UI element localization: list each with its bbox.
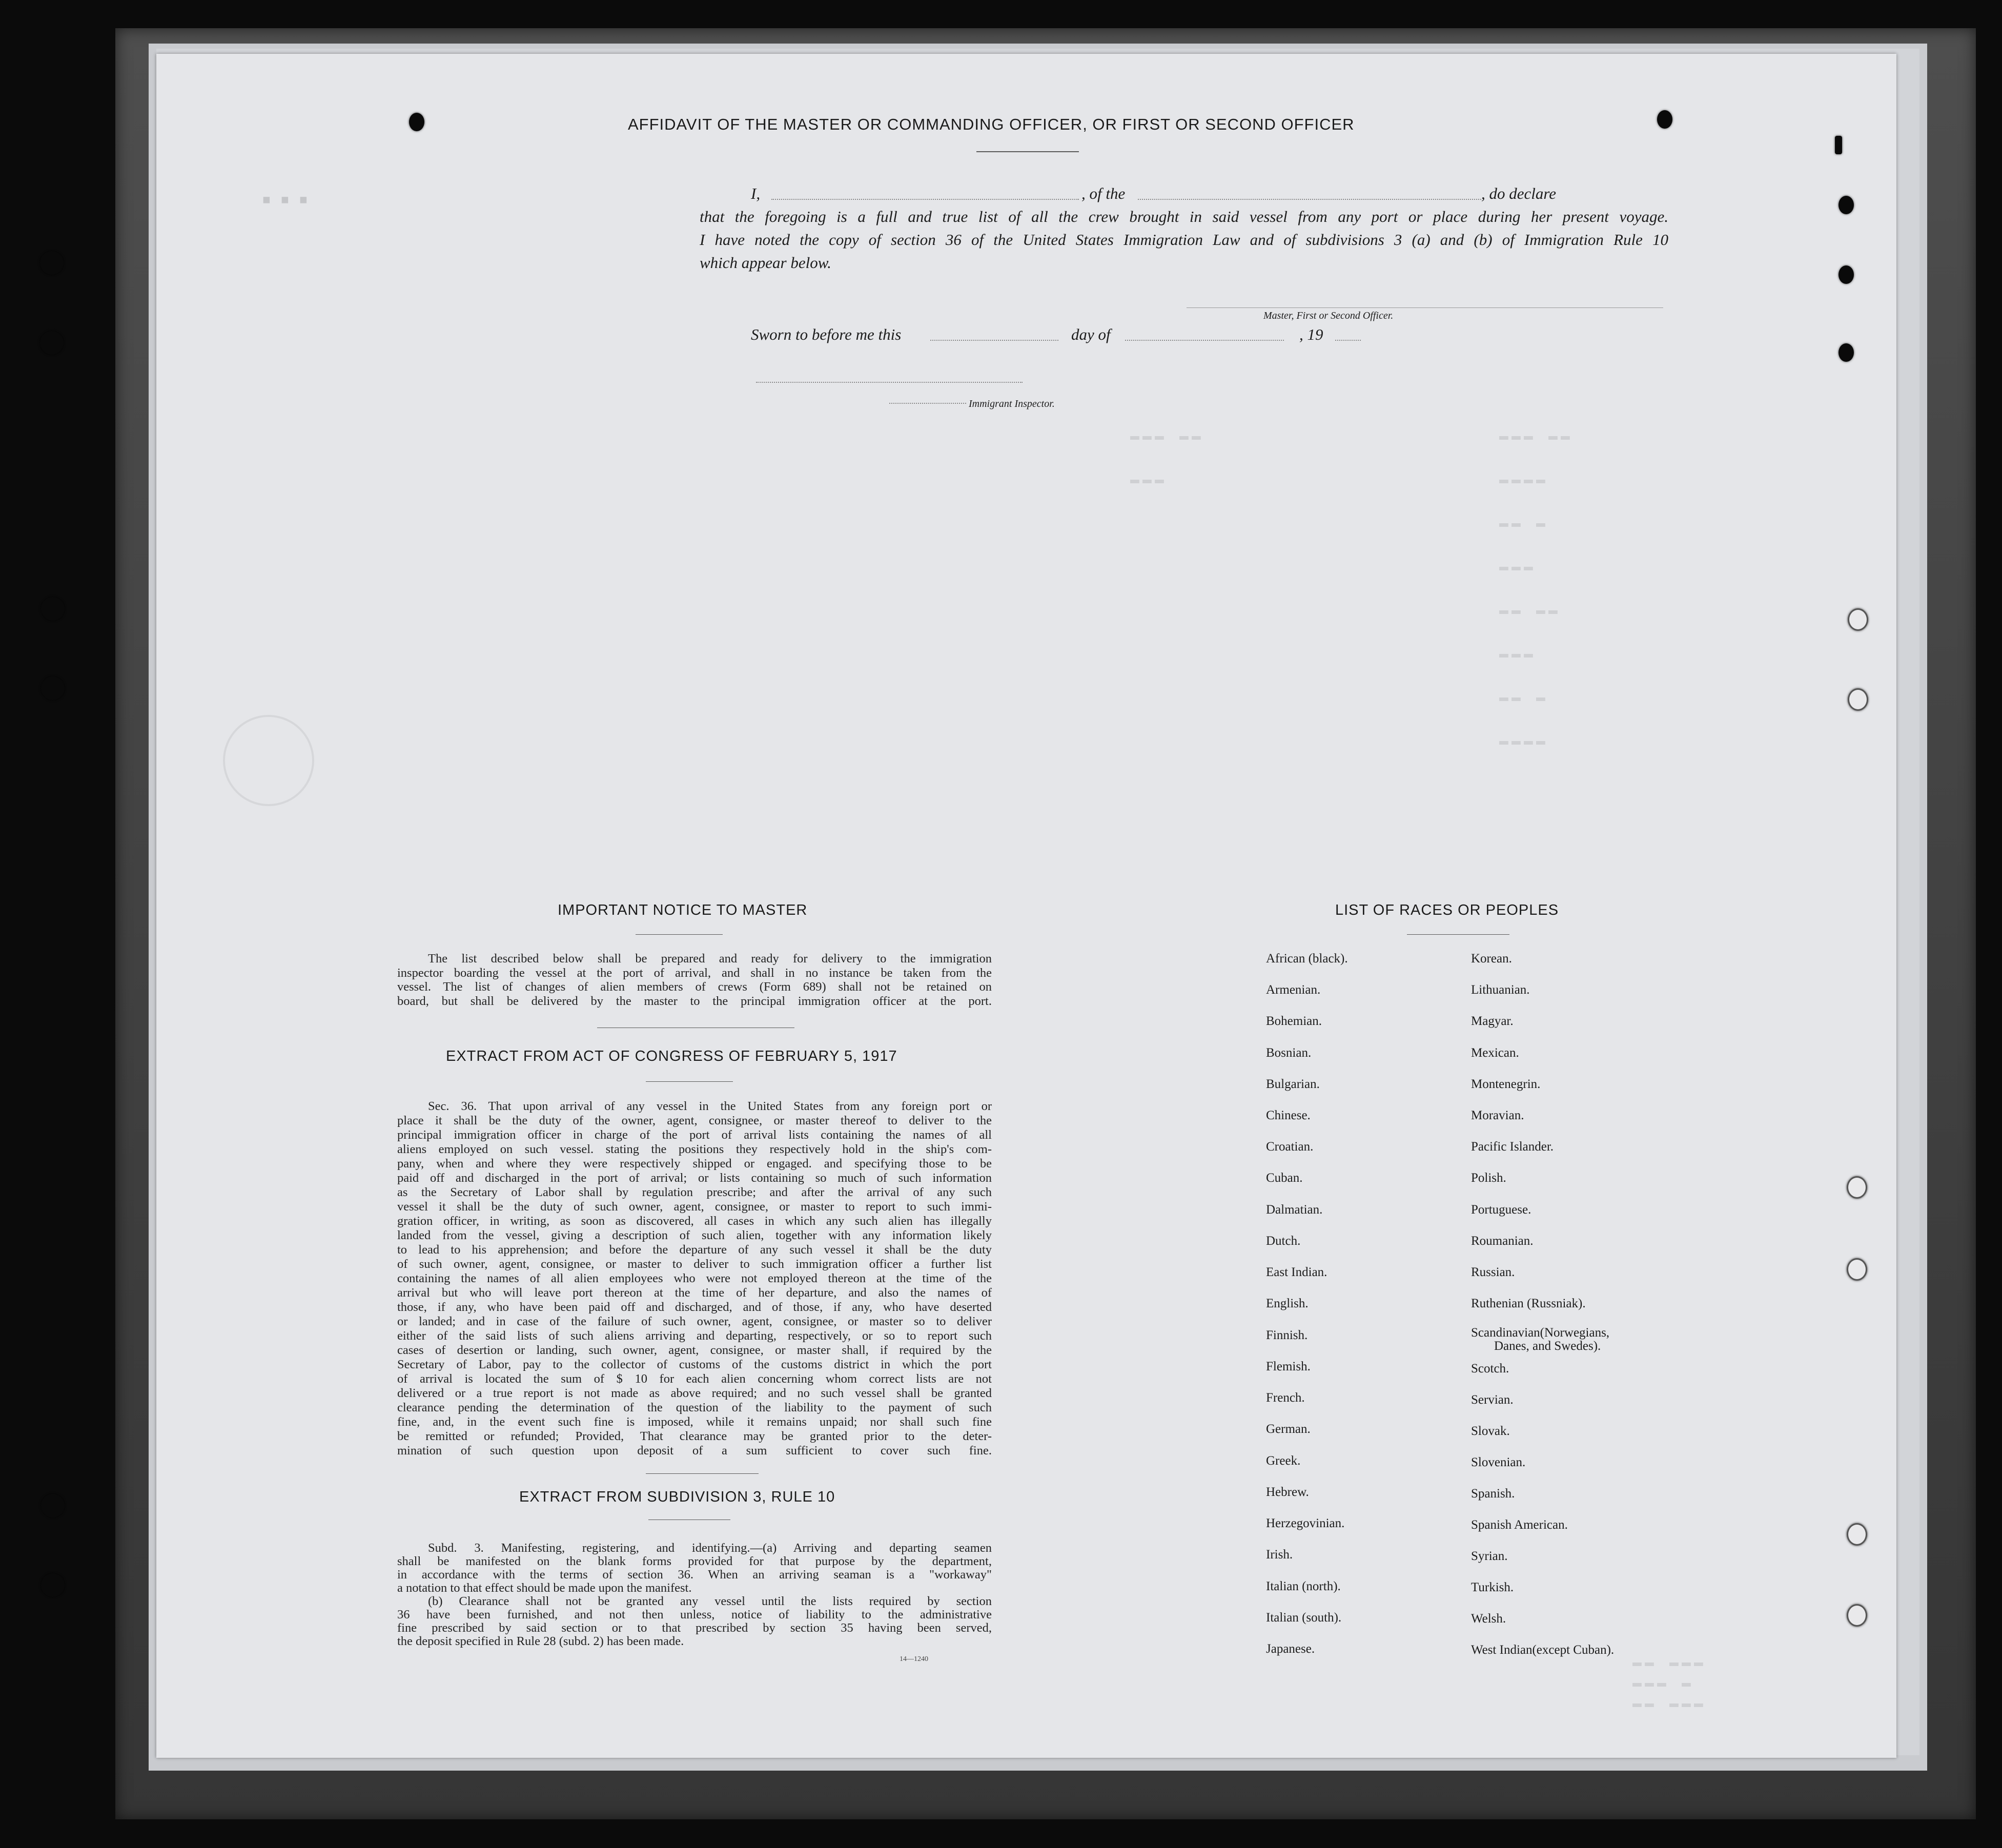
act-line: place it shall be the duty of the owner, agent, consignee, or master thereof to deliver to the <box>397 1114 992 1127</box>
act-line: as the Secretary of Labor shall by regulation prescribe; and after the arrival of any such <box>397 1185 992 1199</box>
race-item: Chinese. <box>1266 1108 1311 1122</box>
act-line: pany, when and where they were respectively shipped or engaged. and specifying those to be <box>397 1157 992 1171</box>
race-item: African (black). <box>1266 952 1348 966</box>
act-line: landed from the vessel, giving a description of such alien, together with any information likely <box>397 1228 992 1242</box>
act-line: paid off and discharged in the port of arrival; or lists containing so much of such information <box>397 1171 992 1185</box>
act-underline <box>646 1081 733 1082</box>
race-item: Cuban. <box>1266 1171 1303 1185</box>
notice-body <box>397 952 992 1008</box>
affidavit-of-the: , of the <box>1081 184 1126 202</box>
race-item: Japanese. <box>1266 1642 1315 1656</box>
act-line: delivered or a true report is not made as above required; and no such vessel shall be granted <box>397 1386 992 1400</box>
month-field[interactable] <box>1125 340 1284 341</box>
inspector-signature-line[interactable] <box>756 382 1023 383</box>
race-item: Ruthenian (Russniak). <box>1471 1297 1586 1310</box>
punch-hole <box>1835 136 1842 154</box>
affidavit-i: I, <box>751 184 761 202</box>
form-number: 14—1240 <box>900 1655 928 1663</box>
bleed-through-rows: ▬▬▬ ▬▬ ▬▬▬▬ ▬▬ ▬ ▬▬▬ ▬▬ ▬▬ ▬▬▬ ▬▬ ▬ ▬▬▬▬ <box>1499 428 1574 750</box>
races-right-column <box>1471 952 1686 1720</box>
bleed-through-rows: ▬▬▬ ▬▬ ▬▬▬ <box>1130 428 1204 489</box>
race-item: Portuguese. <box>1471 1203 1531 1217</box>
act-line: vessel it shall be the duty of such owner, agent, consignee, or master to report to such immi- <box>397 1200 992 1214</box>
races-underline <box>1407 934 1509 935</box>
day-field[interactable] <box>930 340 1058 341</box>
act-line: containing the names of all alien employees who were not employed thereon at the time of the <box>397 1271 992 1285</box>
act-line: or landed; and in case of the failure of such owner, agent, consignee, or master so to deliver <box>397 1315 992 1328</box>
notice-line: board, but shall be delivered by the master to the principal immigration officer at the port. <box>397 994 992 1008</box>
race-item: Roumanian. <box>1471 1234 1534 1248</box>
affidavit-line-4: which appear below. <box>700 254 831 272</box>
rule-line: in accordance with the terms of section 36. When an arriving seaman is a "workaway" <box>397 1568 992 1582</box>
act-line: Secretary of Labor, pay to the collector of customs of the customs district in which the port <box>397 1358 992 1371</box>
act-line: mination of such question upon deposit of a sum sufficient to cover such fine. <box>397 1444 992 1457</box>
race-item: Finnish. <box>1266 1328 1308 1342</box>
punch-hole <box>409 113 424 131</box>
act-line: of such owner, agent, consignee, or master to deliver to such immigration officer a further list <box>397 1257 992 1271</box>
sworn-text: Sworn to before me this <box>751 325 902 343</box>
race-item: Italian (south). <box>1266 1611 1342 1625</box>
notice-underline <box>636 934 723 935</box>
binder-hole <box>40 331 64 355</box>
act-line: cases of desertion or landing, such owner, agent, consignee, or master shall, if required by the <box>397 1343 992 1357</box>
punch-hole <box>1838 196 1854 214</box>
rule-line: Subd. 3. Manifesting, registering, and identifying.—(a) Arriving and departing seamen <box>428 1541 992 1555</box>
act-line: of arrival is located the sum of $ 10 for each alien concerning whom correct lists are not <box>397 1372 992 1386</box>
year-field[interactable] <box>1335 340 1361 341</box>
act-line: those, if any, who have been paid off and discharged, and of those, if any, who have deserted <box>397 1300 992 1314</box>
act-line: fine, and, in the event such fine is imposed, while it remains unpaid; nor shall such fine <box>397 1415 992 1429</box>
race-item: Lithuanian. <box>1471 983 1530 997</box>
race-item: Flemish. <box>1266 1360 1311 1373</box>
master-signature-line[interactable] <box>1187 307 1663 308</box>
race-item: Russian. <box>1471 1265 1515 1279</box>
race-item: Dutch. <box>1266 1234 1301 1248</box>
act-line: to lead to his apprehension; and before the departure of any such vessel it shall be the duty <box>397 1243 992 1257</box>
rule-line: 36 have been furnished, and not then unless, notice of liability to the administrative <box>397 1608 992 1621</box>
act-line: aliens employed on such vessel. stating the positions they respectively hold in the ship's com- <box>397 1142 992 1156</box>
binder-hole <box>41 676 65 700</box>
vessel-field[interactable] <box>1138 199 1481 200</box>
race-item: Greek. <box>1266 1454 1301 1468</box>
punch-hole <box>1847 1176 1867 1199</box>
race-item: Korean. <box>1471 952 1512 966</box>
race-item: Scotch. <box>1471 1362 1509 1375</box>
name-field[interactable] <box>771 199 1079 200</box>
rule-body <box>397 1542 992 1648</box>
race-item: Welsh. <box>1471 1612 1506 1626</box>
rule-line: (b) Clearance shall not be granted any vessel until the lists required by section <box>428 1594 992 1608</box>
affidavit-do-declare: , do declare <box>1481 184 1557 202</box>
punch-hole <box>1847 1258 1867 1281</box>
act-line: Sec. 36. That upon arrival of any vessel in the United States from any foreign port or <box>428 1099 992 1113</box>
rule-line: fine prescribed by said section or to that prescribed by section 35 having been served, <box>397 1621 992 1635</box>
race-item: Bulgarian. <box>1266 1077 1320 1091</box>
binder-hole <box>41 597 65 621</box>
rule-line: a notation to that effect should be made upon the manifest. <box>397 1581 692 1595</box>
inspector-label <box>889 398 1055 410</box>
race-item: Magyar. <box>1471 1014 1514 1028</box>
affidavit-line-1 <box>700 184 1668 205</box>
race-item: Slovenian. <box>1471 1455 1526 1469</box>
punch-hole <box>1657 110 1672 129</box>
affidavit-title: AFFIDAVIT OF THE MASTER OR COMMANDING OFFICER, OR FIRST OR SECOND OFFICER <box>628 115 1355 133</box>
binder-hole <box>41 1573 65 1597</box>
punch-hole <box>1847 1523 1867 1546</box>
race-item: Bohemian. <box>1266 1014 1322 1028</box>
race-item: German. <box>1266 1422 1311 1436</box>
act-body <box>397 1099 992 1458</box>
divider <box>646 1473 759 1474</box>
races-title: LIST OF RACES OR PEOPLES <box>1335 902 1559 918</box>
race-item: Turkish. <box>1471 1580 1514 1594</box>
race-item: Montenegrin. <box>1471 1077 1541 1091</box>
race-item: Danes, and Swedes). <box>1494 1339 1601 1353</box>
binder-hole <box>41 1494 65 1517</box>
race-item: East Indian. <box>1266 1265 1327 1279</box>
race-item: Pacific Islander. <box>1471 1140 1554 1154</box>
inspector-label-text: Immigrant Inspector. <box>969 398 1055 409</box>
act-line: be remitted or refunded; Provided, That clearance may be granted prior to the deter- <box>397 1429 992 1443</box>
race-item: Irish. <box>1266 1548 1293 1562</box>
race-item: Dalmatian. <box>1266 1203 1323 1217</box>
race-item: Bosnian. <box>1266 1046 1312 1060</box>
bleed-through-stamp <box>223 715 314 806</box>
punch-hole <box>1838 265 1854 284</box>
race-item: Moravian. <box>1471 1108 1524 1122</box>
race-item: English. <box>1266 1297 1309 1310</box>
races-left-column <box>1266 952 1461 1720</box>
notice-line: The list described below shall be prepared and ready for delivery to the immigration <box>428 952 992 966</box>
notice-line: inspector boarding the vessel at the port of arrival, and shall in no instance be taken from the <box>397 966 992 980</box>
race-item: Servian. <box>1471 1393 1514 1407</box>
race-item: Spanish. <box>1471 1487 1515 1501</box>
race-item: Herzegovinian. <box>1266 1516 1345 1530</box>
race-item: Spanish American. <box>1471 1518 1568 1532</box>
act-title: EXTRACT FROM ACT OF CONGRESS OF FEBRUARY 5, 1917 <box>446 1048 897 1064</box>
act-line: arrival but who will leave port thereon at the time of her departure, and also the names of <box>397 1286 992 1300</box>
act-line: either of the said lists of such aliens arriving and departing, respectively, or so to report such <box>397 1329 992 1343</box>
act-line: gration officer, in writing, as soon as discovered, all cases in which any such alien has illegally <box>397 1214 992 1228</box>
rule-line: the deposit specified in Rule 28 (subd. 2) has been made. <box>397 1634 684 1648</box>
affidavit-line-3: I have noted the copy of section 36 of the United States Immigration Law and of subdivisions 3 (a) and (b) of Immigration Rule 10 <box>700 231 1668 249</box>
rule-title: EXTRACT FROM SUBDIVISION 3, RULE 10 <box>519 1489 835 1505</box>
race-item: Slovak. <box>1471 1424 1510 1438</box>
sworn-line <box>751 325 1366 346</box>
race-item: Mexican. <box>1471 1046 1519 1060</box>
race-item: West Indian(except Cuban). <box>1471 1643 1615 1657</box>
title-underline <box>976 151 1079 152</box>
race-item: French. <box>1266 1391 1305 1405</box>
race-item: Croatian. <box>1266 1140 1314 1154</box>
punch-hole <box>1847 1604 1867 1627</box>
day-of-text: day of <box>1071 325 1111 343</box>
master-label: Master, First or Second Officer. <box>1263 310 1394 321</box>
bleed-through-rows: ▬▬ ▬▬▬ ▬▬▬ ▬ ▬▬ ▬▬▬ <box>1632 1654 1707 1713</box>
race-item: Scandinavian(Norwegians, <box>1471 1326 1610 1340</box>
manifest-page <box>156 54 1896 1758</box>
punch-hole <box>1838 343 1854 362</box>
act-line: clearance pending the determination of the question of the liability to the payment of such <box>397 1401 992 1414</box>
race-item: Italian (north). <box>1266 1579 1341 1593</box>
act-line: principal immigration officer in charge of the port of arrival lists containing the names of all <box>397 1128 992 1142</box>
race-item: Polish. <box>1471 1171 1506 1185</box>
race-item: Syrian. <box>1471 1549 1508 1563</box>
affidavit-line-2: that the foregoing is a full and true list of all the crew brought in said vessel from any port or place during her present voyage. <box>700 208 1668 225</box>
notice-line: vessel. The list of changes of alien members of crews (Form 689) shall not be retained on <box>397 980 992 994</box>
race-item: Hebrew. <box>1266 1485 1309 1499</box>
notice-title: IMPORTANT NOTICE TO MASTER <box>558 902 808 918</box>
rule-line: shall be manifested on the blank forms provided for that purpose by the department, <box>397 1554 992 1568</box>
binder-hole <box>40 251 64 275</box>
year-prefix: , 19 <box>1299 325 1323 343</box>
inspector-dots <box>889 403 966 404</box>
race-item: Armenian. <box>1266 983 1321 997</box>
bleed-through-text: ▪▪▪ <box>259 187 315 216</box>
